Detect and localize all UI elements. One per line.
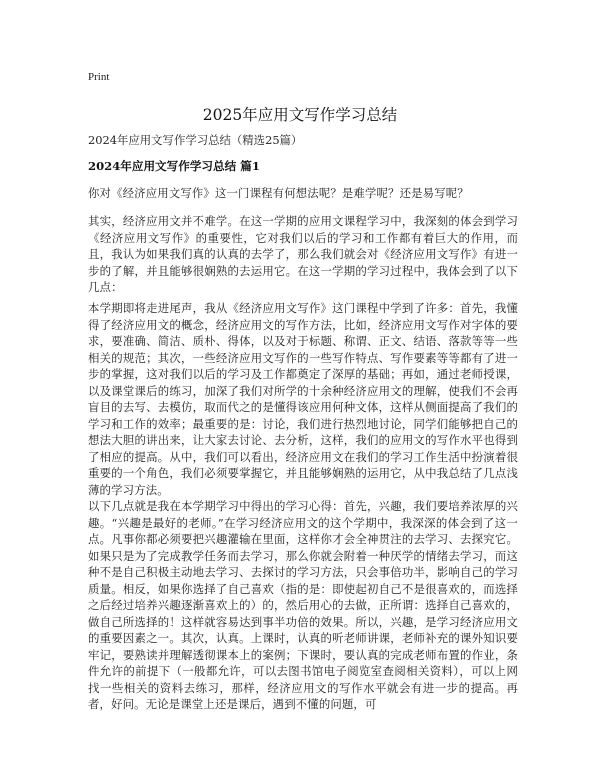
section-title: 2024年应用文写作学习总结 篇1 [88, 159, 260, 173]
document-subtitle: 2024年应用文写作学习总结（精选25篇） [88, 133, 303, 147]
paragraph-methods: 以下几点就是我在本学期学习中得出的学习心得：首先，兴趣，我们要培养浓厚的兴趣。“兴趣是最好的老师。”在学习经济应用文的这个学期中，我深深的体会到了这一点。凡事你都必须要把兴趣灌输在里面，这样你才会全神贯注的去学习、去探究它。如果只是为了完成教学任务而去学习，那么你就会附着一种厌学的情绪去学习，而这种不是自己积极主动地去学习、去探讨的学习方法，只会事倍功半，影响自己的学习质量。相反，如果你选择了自己喜欢（指的是：即使起初自己不是很喜欢的，而选择之后经过培养兴趣逐渐喜欢上的）的，然后用心的去做，正所谓：选择自己喜欢的，做自己所选择的！这样就容易达到事半功倍的效果。所以，兴趣，是学习经济应用文的重要因素之一。其次，认真。上课时，认真的听老师讲课，老师补充的课外知识要牢记，要熟读并理解透彻课本上的案例；下课时，要认真的完成老师布置的作业，条件允许的前提下（一般都允许，可以去图书馆电子阅览室查阅相关资料），可以上网找一些相关的资料去练习，那样，经济应用文的写作水平就会有进一步的提高。再者，好问。无论是课堂上还是课后，遇到不懂的问题，可 [88, 499, 518, 711]
paragraph-learnings: 本学期即将走进尾声，我从《经济应用文写作》这门课程中学到了许多：首先，我懂得了经济应用文的概念，经济应用文的写作方法，比如，经济应用文写作对字体的要求，要准确、简洁、质朴、得体，以及对于标题、称谓、正文、结语、落款等等一些相关的规范；其次，一些经济应用文写作的一些写作特点、写作要素等等都有了进一步的掌握，这对我们以后的学习及工作都奠定了深厚的基础；再如，通过老师授课，以及课堂课后的练习，加深了我们对所学的十余种经济应用文的理解，使我们不会再盲目的去写、去模仿，取而代之的是懂得该应用何种文体，这样从侧面提高了我们的学习和工作的效率；最重要的是：讨论，我们进行热烈地讨论，同学们能够把自己的想法大胆的讲出来，让大家去讨论、去分析，这样，我们的应用文的写作水平也得到了相应的提高。从中，我们可以看出，经济应用文在我们的学习工作生活中扮演着很重要的一个角色，我们必须要掌握它，并且能够娴熟的运用它，从中我总结了几点浅薄的学习方法。 [88, 301, 518, 497]
paragraph-question: 你对《经济应用文写作》这一门课程有何想法呢？是难学呢？还是易写呢？ [88, 186, 469, 200]
print-label: Print [88, 71, 110, 83]
paragraph-intro: 其实，经济应用文并不难学。在这一学期的应用文课程学习中，我深刻的体会到学习《经济应用文写作》的重要性，它对我们以后的学习和工作都有着巨大的作用，而且，我认为如果我们真的认真的去学了，那么我们就会对《经济应用文写作》有进一步的了解，并且能够很娴熟的去运用它。在这一学期的学习过程中，我体会到了以下几点： [88, 214, 518, 294]
document-title: 2025年应用文写作学习总结 [202, 106, 398, 124]
